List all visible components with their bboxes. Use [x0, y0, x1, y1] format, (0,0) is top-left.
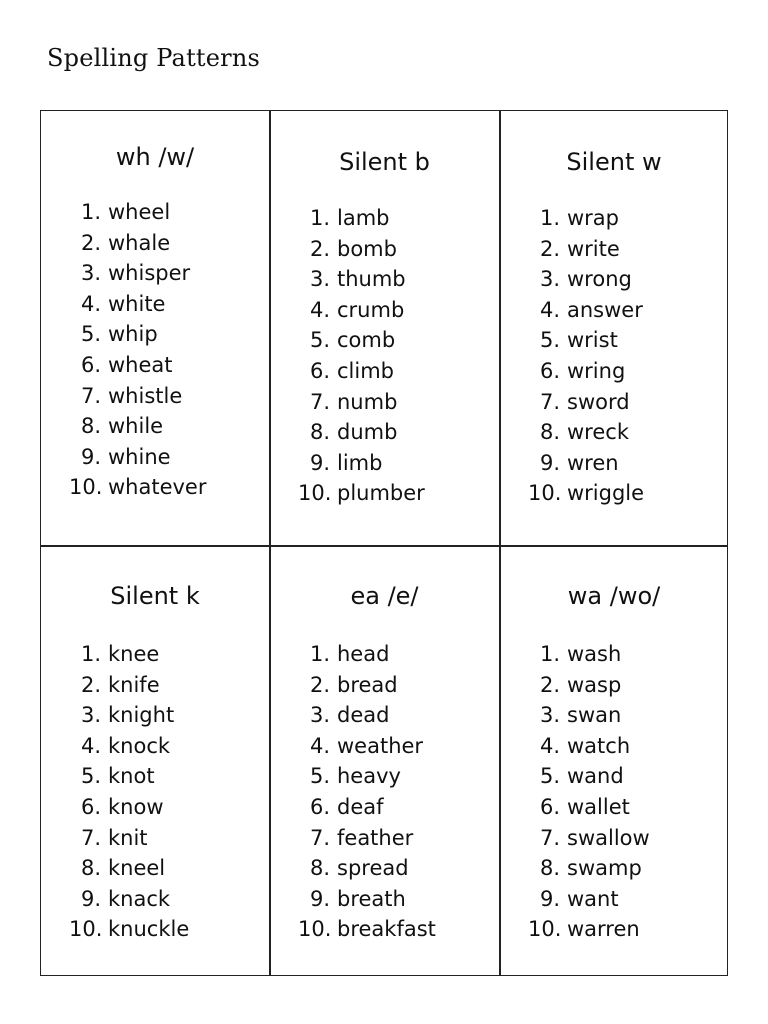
item-word: write [567, 236, 620, 261]
item-number: 5. [80, 764, 101, 789]
list-item [528, 914, 650, 945]
list-item [298, 478, 425, 509]
item-number: 10. [298, 917, 332, 942]
item-number: 2. [539, 672, 560, 697]
item-number: 8. [309, 420, 330, 445]
list-item [69, 914, 189, 945]
item-number: 3. [80, 261, 101, 286]
item-number: 4. [80, 733, 101, 758]
item-number: 7. [539, 825, 560, 850]
spelling-grid [40, 110, 728, 976]
item-word: heavy [337, 764, 401, 789]
item-number: 4. [539, 297, 560, 322]
item-word: wheat [108, 352, 173, 377]
item-word: wrong [567, 267, 632, 292]
list-item [69, 197, 207, 228]
item-word: warren [567, 917, 640, 942]
list-item [528, 417, 644, 448]
list-item [69, 472, 207, 503]
list-item [69, 884, 189, 915]
item-word: knock [108, 733, 171, 758]
list-item [528, 387, 644, 418]
item-word: breath [337, 886, 406, 911]
item-word: deaf [337, 794, 384, 819]
word-list [298, 203, 425, 509]
list-item [528, 853, 650, 884]
pattern-cell-silent-k [41, 547, 269, 977]
list-item [298, 325, 425, 356]
list-item [298, 914, 436, 945]
item-number: 3. [80, 703, 101, 728]
list-item [298, 264, 425, 295]
list-item [528, 884, 650, 915]
item-word: wriggle [567, 481, 645, 506]
item-number: 7. [539, 389, 560, 414]
item-number: 1. [80, 642, 101, 666]
item-number: 7. [309, 389, 330, 414]
list-item [298, 853, 436, 884]
item-word: head [337, 642, 390, 666]
item-number: 7. [80, 825, 101, 850]
list-item [69, 792, 189, 823]
item-number: 5. [309, 764, 330, 789]
item-number: 3. [309, 267, 330, 292]
item-number: 9. [539, 886, 560, 911]
item-word: wrap [567, 206, 620, 230]
item-word: knife [108, 672, 160, 697]
list-item [528, 823, 650, 854]
item-number: 5. [80, 322, 101, 347]
item-number: 9. [80, 444, 101, 469]
item-word: weather [337, 733, 424, 758]
item-number: 4. [309, 297, 330, 322]
list-item [69, 289, 207, 320]
item-word: comb [337, 328, 396, 353]
list-item [298, 761, 436, 792]
list-item [298, 203, 425, 234]
item-number: 8. [80, 414, 101, 439]
item-word: wreck [567, 420, 629, 445]
item-word: numb [337, 389, 398, 414]
item-word: knit [108, 825, 148, 850]
item-number: 9. [309, 886, 330, 911]
item-word: bomb [337, 236, 397, 261]
item-word: dumb [337, 420, 398, 445]
item-number: 5. [539, 328, 560, 353]
list-item [69, 670, 189, 701]
list-item [69, 228, 207, 259]
item-number: 5. [309, 328, 330, 353]
list-item [298, 295, 425, 326]
word-list [528, 639, 650, 945]
list-item [298, 234, 425, 265]
cell-heading: Silent w [566, 148, 662, 176]
list-item [298, 731, 436, 762]
item-word: knot [108, 764, 155, 789]
list-item [298, 387, 425, 418]
cell-heading: wa /wo/ [567, 582, 661, 610]
list-item [298, 792, 436, 823]
item-word: limb [337, 450, 383, 475]
list-item [528, 731, 650, 762]
item-number: 3. [539, 267, 560, 292]
item-word: watch [567, 733, 631, 758]
word-list [298, 639, 436, 945]
item-number: 2. [539, 236, 560, 261]
list-item [69, 350, 207, 381]
item-word: plumber [337, 481, 425, 506]
word-list [69, 197, 207, 503]
list-item [69, 853, 189, 884]
pattern-cell-silent-b [270, 111, 499, 545]
cell-heading: wh /w/ [115, 143, 195, 171]
item-word: knight [108, 703, 175, 728]
item-word: wring [567, 358, 626, 383]
item-word: spread [337, 856, 409, 881]
item-word: wrist [567, 328, 618, 353]
list-item [528, 700, 650, 731]
item-word: knuckle [108, 917, 190, 942]
item-number: 10. [528, 481, 562, 506]
list-item [69, 381, 207, 412]
item-word: breakfast [337, 917, 436, 942]
item-word: wand [567, 764, 624, 789]
item-number: 10. [69, 475, 103, 500]
item-number: 6. [80, 352, 101, 377]
item-word: swamp [567, 856, 642, 881]
item-number: 10. [528, 917, 562, 942]
item-word: whisper [108, 261, 191, 286]
item-word: wash [567, 642, 622, 666]
list-item [528, 295, 644, 326]
item-word: wren [567, 450, 619, 475]
word-list [69, 639, 189, 945]
list-item [298, 700, 436, 731]
item-number: 2. [309, 236, 330, 261]
list-item [69, 411, 207, 442]
list-item [298, 823, 436, 854]
item-word: dead [337, 703, 390, 728]
item-word: knack [108, 886, 171, 911]
item-word: sword [567, 389, 630, 414]
list-item [298, 448, 425, 479]
item-number: 4. [80, 291, 101, 316]
pattern-cell-silent-w [500, 111, 728, 545]
item-number: 8. [539, 856, 560, 881]
list-item [298, 884, 436, 915]
cell-heading: ea /e/ [350, 582, 419, 610]
pattern-cell-ea [270, 547, 499, 977]
item-word: feather [337, 825, 414, 850]
list-item [528, 234, 644, 265]
item-word: know [108, 794, 164, 819]
item-number: 1. [539, 206, 560, 230]
list-item [528, 448, 644, 479]
item-word: lamb [337, 206, 390, 230]
item-number: 1. [539, 642, 560, 666]
pattern-cell-wh [41, 111, 269, 545]
item-number: 5. [539, 764, 560, 789]
list-item [298, 417, 425, 448]
item-number: 6. [539, 794, 560, 819]
item-number: 4. [309, 733, 330, 758]
item-word: whip [108, 322, 158, 347]
item-number: 1. [80, 200, 101, 224]
cell-heading: Silent b [339, 148, 430, 176]
pattern-cell-wa [500, 547, 728, 977]
item-word: whistle [108, 383, 183, 408]
list-item [69, 761, 189, 792]
list-item [528, 761, 650, 792]
item-word: crumb [337, 297, 405, 322]
item-number: 2. [80, 672, 101, 697]
item-number: 7. [309, 825, 330, 850]
item-word: whine [108, 444, 171, 469]
list-item [528, 670, 650, 701]
list-item [298, 356, 425, 387]
item-word: climb [337, 358, 395, 383]
item-number: 9. [539, 450, 560, 475]
item-word: thumb [337, 267, 406, 292]
item-number: 8. [309, 856, 330, 881]
item-word: answer [567, 297, 643, 322]
word-list [528, 203, 644, 509]
item-word: wasp [567, 672, 622, 697]
item-number: 2. [80, 230, 101, 255]
item-number: 3. [539, 703, 560, 728]
list-item [69, 442, 207, 473]
item-word: swan [567, 703, 622, 728]
item-word: wheel [108, 200, 171, 224]
list-item [528, 356, 644, 387]
list-item [69, 823, 189, 854]
item-number: 2. [309, 672, 330, 697]
item-word: knee [108, 642, 160, 666]
item-word: whatever [108, 475, 207, 500]
item-number: 9. [309, 450, 330, 475]
item-word: whale [108, 230, 171, 255]
item-number: 6. [309, 358, 330, 383]
item-number: 6. [539, 358, 560, 383]
list-item [298, 639, 436, 670]
list-item [69, 639, 189, 670]
page-title: Spelling Patterns [47, 44, 261, 72]
item-number: 3. [309, 703, 330, 728]
list-item [528, 203, 644, 234]
item-number: 7. [80, 383, 101, 408]
list-item [528, 792, 650, 823]
item-number: 6. [80, 794, 101, 819]
cell-heading: Silent k [110, 582, 200, 610]
item-word: wallet [567, 794, 630, 819]
item-word: kneel [108, 856, 166, 881]
list-item [69, 731, 189, 762]
item-word: while [108, 414, 164, 439]
item-number: 1. [309, 206, 330, 230]
list-item [298, 670, 436, 701]
list-item [528, 264, 644, 295]
list-item [69, 319, 207, 350]
item-word: bread [337, 672, 398, 697]
item-word: swallow [567, 825, 650, 850]
list-item [528, 639, 650, 670]
list-item [69, 700, 189, 731]
list-item [528, 478, 644, 509]
item-number: 10. [69, 917, 103, 942]
item-number: 8. [539, 420, 560, 445]
item-number: 10. [298, 481, 332, 506]
item-number: 9. [80, 886, 101, 911]
item-number: 4. [539, 733, 560, 758]
list-item [528, 325, 644, 356]
item-number: 6. [309, 794, 330, 819]
item-number: 8. [80, 856, 101, 881]
list-item [69, 258, 207, 289]
item-number: 1. [309, 642, 330, 666]
item-word: want [567, 886, 619, 911]
item-word: white [108, 291, 166, 316]
